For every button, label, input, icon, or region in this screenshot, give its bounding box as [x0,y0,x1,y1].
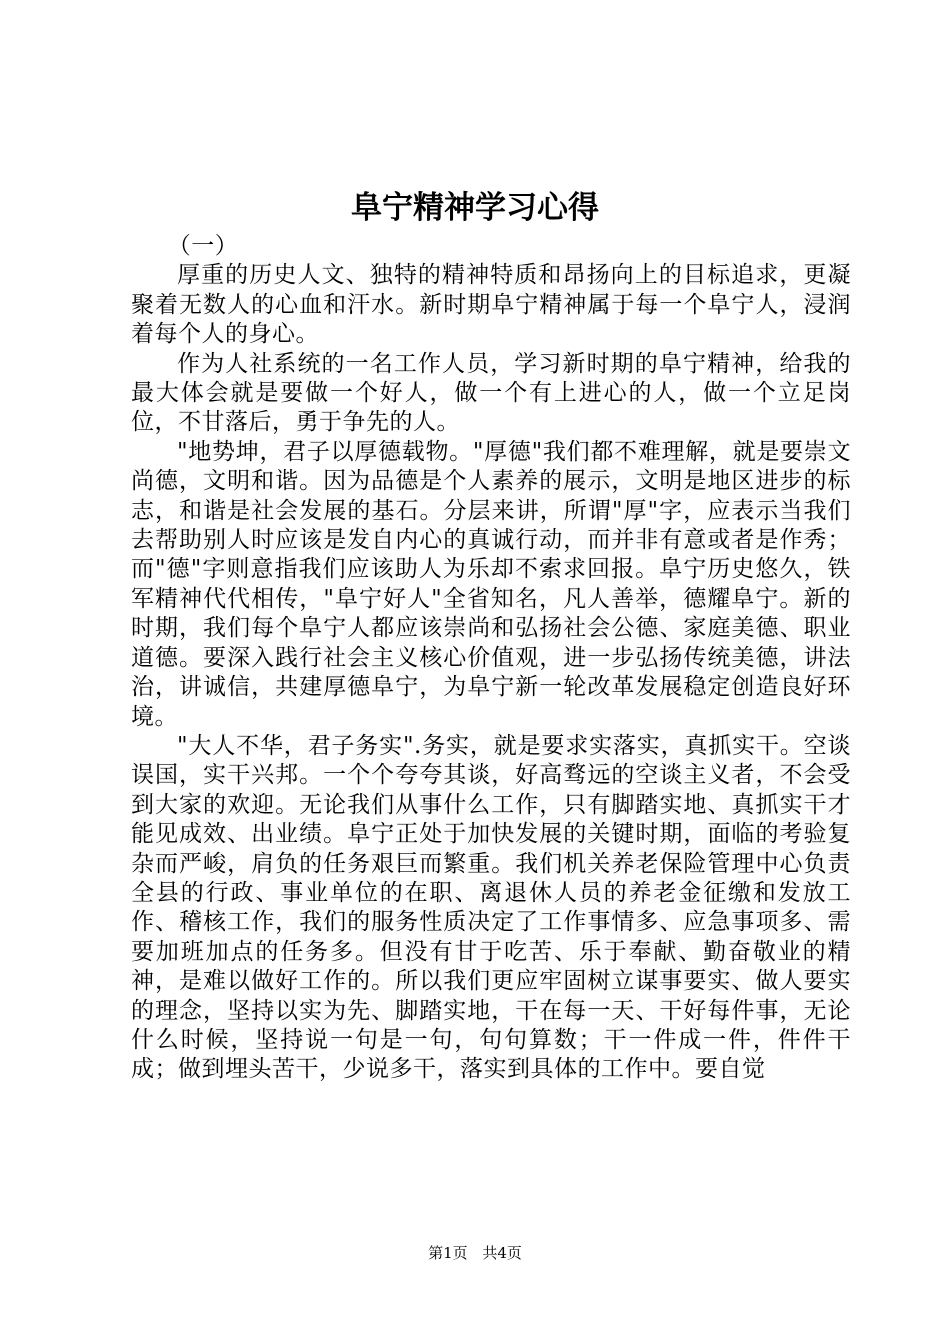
paragraph-1: 厚重的历史人文、独特的精神特质和昂扬向上的目标追求，更凝聚着无数人的心血和汗水。新时期阜宁精神属于每一个阜宁人，浸润着每个人的身心。 [131,262,851,348]
page-number: 第1页 [428,1244,468,1262]
document-title: 阜宁精神学习心得 [351,190,599,226]
section-label: （一） [167,233,239,259]
page-total: 共4页 [482,1244,522,1262]
paragraph-4: "大人不华，君子务实".务实，就是要求实落实，真抓实干。空谈误国，实干兴邦。一个个夸夸其谈，好高骛远的空谈主义者，不会受到大家的欢迎。无论我们从事什么工作，只有脚踏实地、真抓实干才能见成效、出业绩。阜宁正处于加快发展的关键时期，面临的考验复杂而严峻，肩负的任务艰巨而繁重。我们机关养老保险管理中心负责全县的行政、事业单位的在职、离退休人员的养老金征缴和发放工作、稽核工作，我们的服务性质决定了工作事情多、应急事项多、需要加班加点的任务多。但没有甘于吃苦、乐于奉献、勤奋敬业的精神，是难以做好工作的。所以我们更应牢固树立谋事要实、做人要实的理念，坚持以实为先、脚踏实地，干在每一天、干好每件事，无论什么时候，坚持说一句是一句，句句算数；干一件成一件，件件干成；做到埋头苦干，少说多干，落实到具体的工作中。要自觉 [131,732,851,1083]
page-footer [0,1243,950,1263]
paragraph-3: "地势坤，君子以厚德载物。"厚德"我们都不难理解，就是要崇文尚德，文明和谐。因为品德是个人素养的展示，文明是地区进步的标志，和谐是社会发展的基石。分层来讲，所谓"厚"字，应表示当我们去帮助别人时应该是发自内心的真诚行动，而并非有意或者是作秀；而"德"字则意指我们应该助人为乐却不索求回报。阜宁历史悠久，铁军精神代代相传，"阜宁好人"全省知名，凡人善举，德耀阜宁。新的时期，我们每个阜宁人都应该崇尚和弘扬社会公德、家庭美德、职业道德。要深入践行社会主义核心价值观，进一步弘扬传统美德，讲法治，讲诚信，共建厚德阜宁，为阜宁新一轮改革发展稳定创造良好环境。 [131,438,851,730]
paragraph-2: 作为人社系统的一名工作人员，学习新时期的阜宁精神，给我的最大体会就是要做一个好人，做一个有上进心的人，做一个立足岗位，不甘落后，勇于争先的人。 [131,350,851,436]
document-body [131,232,851,1085]
